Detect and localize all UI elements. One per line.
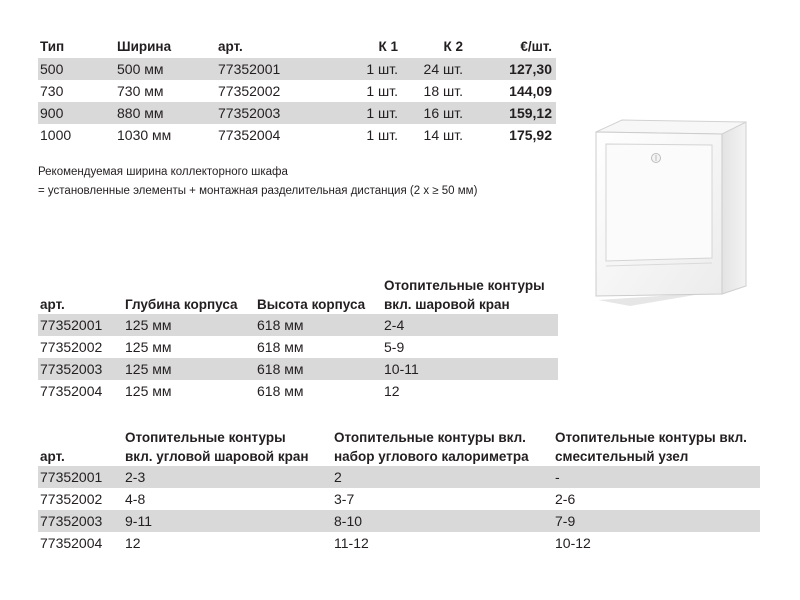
cell-art: 77352001 (40, 317, 103, 333)
cell-k2: 14 шт. (423, 127, 463, 143)
header-circuits-calorimeter: Отопительные контуры вкл. набор углового калориметра (334, 430, 529, 464)
table-row (38, 124, 556, 146)
header-price: €/шт. (520, 39, 552, 54)
header-k1: К 1 (378, 39, 398, 54)
cell-angle-valve: 12 (125, 535, 141, 551)
cell-mixing-unit: 7-9 (555, 513, 576, 529)
header-height: Высота корпуса (257, 297, 366, 312)
header-type: Тип (40, 39, 65, 54)
cell-price: 175,92 (509, 127, 552, 143)
cell-width: 1030 мм (117, 127, 172, 143)
cell-art: 77352004 (40, 383, 103, 399)
header-circuits-angle-valve: Отопительные контуры вкл. угловой шаровой кран (125, 430, 309, 464)
price-table (38, 36, 556, 146)
dimensions-table (38, 274, 558, 402)
distribution-cabinet-image (590, 118, 750, 313)
cell-calorimeter: 3-7 (334, 491, 355, 507)
cell-type: 730 (40, 83, 64, 99)
cell-k1: 1 шт. (366, 105, 398, 121)
table-row (38, 80, 556, 102)
header-art: арт. (218, 39, 243, 54)
table-row (38, 466, 760, 488)
cell-price: 144,09 (509, 83, 552, 99)
table-row (38, 488, 760, 510)
circuits-table (38, 426, 760, 554)
table-row (38, 380, 558, 402)
cell-art: 77352001 (40, 469, 103, 485)
width-note-line2: = установленные элементы + монтажная разделительная дистанция (2 x ≥ 50 мм) (38, 185, 478, 197)
cell-width: 880 мм (117, 105, 164, 121)
cell-k2: 16 шт. (423, 105, 463, 121)
cell-k2: 18 шт. (423, 83, 463, 99)
circuits-table-header (38, 426, 760, 466)
cell-angle-valve: 4-8 (125, 491, 146, 507)
cell-art: 77352002 (40, 491, 103, 507)
table-row (38, 336, 558, 358)
cell-type: 1000 (40, 127, 72, 143)
header-art: арт. (40, 449, 65, 464)
cell-mixing-unit: 10-12 (555, 535, 591, 551)
cell-type: 900 (40, 105, 64, 121)
cell-width: 500 мм (117, 61, 164, 77)
cell-mixing-unit: 2-6 (555, 491, 576, 507)
cell-k1: 1 шт. (366, 61, 398, 77)
cell-circuits: 12 (384, 383, 400, 399)
cell-price: 159,12 (509, 105, 552, 121)
cell-height: 618 мм (257, 361, 304, 377)
cell-art: 77352004 (40, 535, 103, 551)
cell-height: 618 мм (257, 383, 304, 399)
cell-depth: 125 мм (125, 361, 172, 377)
header-depth: Глубина корпуса (125, 297, 238, 312)
header-circuits-ball-valve: Отопительные контуры вкл. шаровой кран (384, 278, 545, 312)
cell-art: 77352002 (218, 83, 281, 99)
cell-circuits: 10-11 (384, 361, 419, 377)
cell-art: 77352001 (218, 61, 281, 77)
cell-angle-valve: 2-3 (125, 469, 146, 485)
cell-calorimeter: 2 (334, 469, 342, 485)
cell-art: 77352003 (218, 105, 281, 121)
table-row (38, 314, 558, 336)
cell-k1: 1 шт. (366, 83, 398, 99)
cell-art: 77352003 (40, 513, 103, 529)
table-row (38, 532, 760, 554)
cell-price: 127,30 (509, 61, 552, 77)
cell-angle-valve: 9-11 (125, 513, 152, 529)
cell-height: 618 мм (257, 317, 304, 333)
cell-k1: 1 шт. (366, 127, 398, 143)
cell-depth: 125 мм (125, 383, 172, 399)
table-row (38, 510, 760, 532)
cell-type: 500 (40, 61, 64, 77)
width-note-line1: Рекомендуемая ширина коллекторного шкафа (38, 166, 288, 178)
cell-height: 618 мм (257, 339, 304, 355)
cell-calorimeter: 8-10 (334, 513, 363, 529)
table-row (38, 58, 556, 80)
dimensions-table-header (38, 274, 558, 314)
cell-depth: 125 мм (125, 339, 172, 355)
header-circuits-mixing-unit: Отопительные контуры вкл. смесительный узел (555, 430, 747, 464)
header-art: арт. (40, 297, 65, 312)
table-row (38, 358, 558, 380)
header-width: Ширина (117, 39, 172, 54)
cell-circuits: 5-9 (384, 339, 405, 355)
cell-depth: 125 мм (125, 317, 172, 333)
cell-calorimeter: 11-12 (334, 535, 369, 551)
cell-mixing-unit: - (555, 469, 560, 485)
cell-width: 730 мм (117, 83, 164, 99)
cell-k2: 24 шт. (423, 61, 463, 77)
cell-art: 77352003 (40, 361, 103, 377)
cell-art: 77352004 (218, 127, 281, 143)
cell-art: 77352002 (40, 339, 103, 355)
price-table-header (38, 36, 556, 58)
table-row (38, 102, 556, 124)
cell-circuits: 2-4 (384, 317, 405, 333)
header-k2: К 2 (443, 39, 463, 54)
